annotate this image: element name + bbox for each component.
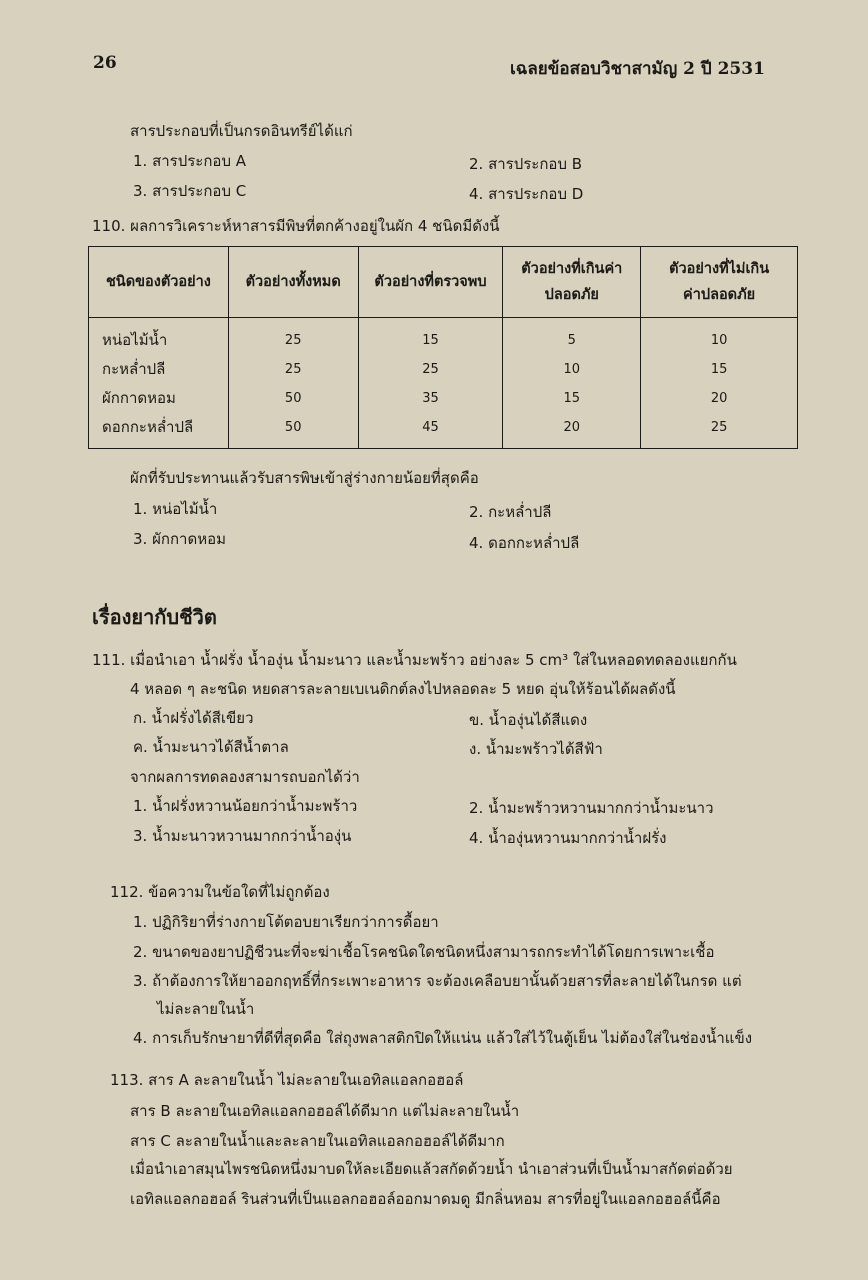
table-header-sample-type: ชนิดของตัวอย่าง	[89, 247, 229, 318]
table-header-within-limit-line-1: ตัวอย่างที่ไม่เกิน	[669, 261, 770, 277]
q109-choice-2: 2. สารประกอบ B	[469, 155, 583, 173]
q109-stem: สารประกอบที่เป็นกรดอินทรีย์ได้แก่	[130, 122, 353, 140]
q113-line-2: สาร B ละลายในเอทิลแอลกอฮอล์ได้ดีมาก แต่ไม่ละลายในน้ำ	[130, 1102, 520, 1120]
q111-choice-2: 2. น้ำมะพร้าวหวานมากกว่าน้ำมะนาว	[469, 799, 714, 817]
table-cell: 20	[710, 391, 728, 406]
running-title: เฉลยข้อสอบวิชาสามัญ 2 ปี 2531	[510, 59, 765, 79]
table-cell: ผักกาดหอม	[102, 389, 176, 407]
q112-choice-3-line-1: 3. ถ้าต้องการให้ยาออกฤทธิ์ที่กระเพาะอาหาร จะต้องเคลือบยานั้นด้วยสารที่ละลายได้ในกรด แต่	[133, 972, 742, 990]
q113-line-3: สาร C ละลายในน้ำและละลายในเอทิลแอลกอฮอล์ได้ดีมาก	[130, 1132, 505, 1150]
table-column-within-limit	[641, 318, 798, 449]
table-cell: 15	[710, 362, 728, 377]
q111-result-4: ง. น้ำมะพร้าวได้สีฟ้า	[469, 740, 603, 758]
table-cell: 10	[710, 333, 728, 348]
table-cell: 25	[284, 362, 302, 377]
table-column-detected	[358, 318, 503, 449]
table-cell: 10	[563, 362, 581, 377]
table-header-within-limit-line-2: ค่าปลอดภัย	[683, 287, 756, 303]
q110-choice-4: 4. ดอกกะหล่ำปลี	[469, 534, 580, 552]
table-cell: 25	[284, 333, 302, 348]
table-header-within-limit	[641, 247, 798, 318]
q111-choice-4: 4. น้ำองุ่นหวานมากกว่าน้ำฝรั่ง	[469, 829, 667, 847]
q112-choice-4: 4. การเก็บรักษายาที่ดีที่สุดคือ ใส่ถุงพลาสติกปิดให้แน่น แล้วใส่ไว้ในตู้เย็น ไม่ต้องใส่ในช่องน้ำแข็ง	[133, 1029, 753, 1047]
q111-stem-line-1: 111. เมื่อนำเอา น้ำฝรั่ง น้ำองุ่น น้ำมะนาว และน้ำมะพร้าว อย่างละ 5 cm³ ใส่ในหลอดทดลองแยกกัน	[92, 651, 737, 669]
table-header-over-limit-line-1: ตัวอย่างที่เกินค่า	[521, 261, 623, 277]
q111-choice-3: 3. น้ำมะนาวหวานมากกว่าน้ำองุ่น	[133, 827, 352, 845]
q110-question: ผักที่รับประทานแล้วรับสารพิษเข้าสู่ร่างกายน้อยที่สุดคือ	[130, 469, 479, 487]
q111-stem-line-2: 4 หลอด ๆ ละชนิด หยดสารละลายเบเนดิกต์ลงไปหลอดละ 5 หยด อุ่นให้ร้อนได้ผลดังนี้	[130, 680, 676, 698]
q109-choice-3: 3. สารประกอบ C	[133, 182, 247, 200]
q112-choice-2: 2. ขนาดของยาปฏิชีวนะที่จะฆ่าเชื้อโรคชนิดใดชนิดหนึ่งสามารถกระทำได้โดยการเพาะเชื้อ	[133, 943, 715, 961]
residue-table	[88, 246, 798, 449]
table-cell: 25	[422, 362, 439, 377]
table-header-over-limit-line-2: ปลอดภัย	[544, 287, 599, 303]
table-header-over-limit	[503, 247, 641, 318]
table-header-total: ตัวอย่างทั้งหมด	[228, 247, 358, 318]
table-cell: 20	[563, 420, 581, 435]
table-cell: ดอกกะหล่ำปลี	[102, 418, 194, 436]
table-column-over-limit	[503, 318, 641, 449]
q111-result-3: ค. น้ำมะนาวได้สีน้ำตาล	[133, 738, 289, 756]
table-column-sample-type	[89, 318, 229, 449]
table-cell: 25	[710, 420, 728, 435]
q112-choice-3-line-2: ไม่ละลายในน้ำ	[157, 1000, 255, 1018]
table-cell: 50	[284, 391, 302, 406]
table-cell: 50	[284, 420, 302, 435]
q110-choice-3: 3. ผักกาดหอม	[133, 530, 226, 548]
table-column-total	[228, 318, 358, 449]
q109-choice-4: 4. สารประกอบ D	[469, 185, 584, 203]
table-cell: 35	[422, 391, 439, 406]
table-cell: หน่อไม้น้ำ	[102, 331, 168, 349]
page-number: 26	[93, 53, 117, 73]
q110-stem: 110. ผลการวิเคราะห์หาสารมีพิษที่ตกค้างอยู่ในผัก 4 ชนิดมีดังนี้	[92, 217, 500, 235]
q113-line-1: 113. สาร A ละลายในน้ำ ไม่ละลายในเอทิลแอลกอฮอล์	[110, 1071, 464, 1089]
table-cell: 45	[422, 420, 439, 435]
q109-choice-1: 1. สารประกอบ A	[133, 152, 246, 170]
section-title: เรื่องยากับชีวิต	[92, 605, 217, 629]
table-cell: 5	[567, 333, 576, 348]
table-cell: 15	[563, 391, 581, 406]
q111-result-2: ข. น้ำองุ่นได้สีแดง	[469, 711, 588, 729]
q113-line-5: เอทิลแอลกอฮอล์ รินส่วนที่เป็นแอลกอฮอล์ออกมาดมดู มีกลิ่นหอม สารที่อยู่ในแอลกอฮอล์นี้คือ	[130, 1190, 721, 1208]
q112-choice-1: 1. ปฏิกิริยาที่ร่างกายโต้ตอบยาเรียกว่าการดื้อยา	[133, 913, 439, 931]
q110-choice-2: 2. กะหล่ำปลี	[469, 503, 552, 521]
q111-choice-1: 1. น้ำฝรั่งหวานน้อยกว่าน้ำมะพร้าว	[133, 797, 358, 815]
table-cell: 15	[422, 333, 439, 348]
q111-result-1: ก. น้ำฝรั่งได้สีเขียว	[133, 709, 254, 727]
q111-question: จากผลการทดลองสามารถบอกได้ว่า	[130, 768, 360, 786]
q110-choice-1: 1. หน่อไม้น้ำ	[133, 500, 218, 518]
table-header-detected: ตัวอย่างที่ตรวจพบ	[358, 247, 503, 318]
q112-stem: 112. ข้อความในข้อใดที่ไม่ถูกต้อง	[110, 883, 330, 901]
q113-line-4: เมื่อนำเอาสมุนไพรชนิดหนึ่งมาบดให้ละเอียดแล้วสกัดด้วยน้ำ นำเอาส่วนที่เป็นน้ำมาสกัดต่อด้วย	[130, 1160, 733, 1178]
table-cell: กะหล่ำปลี	[102, 360, 166, 378]
